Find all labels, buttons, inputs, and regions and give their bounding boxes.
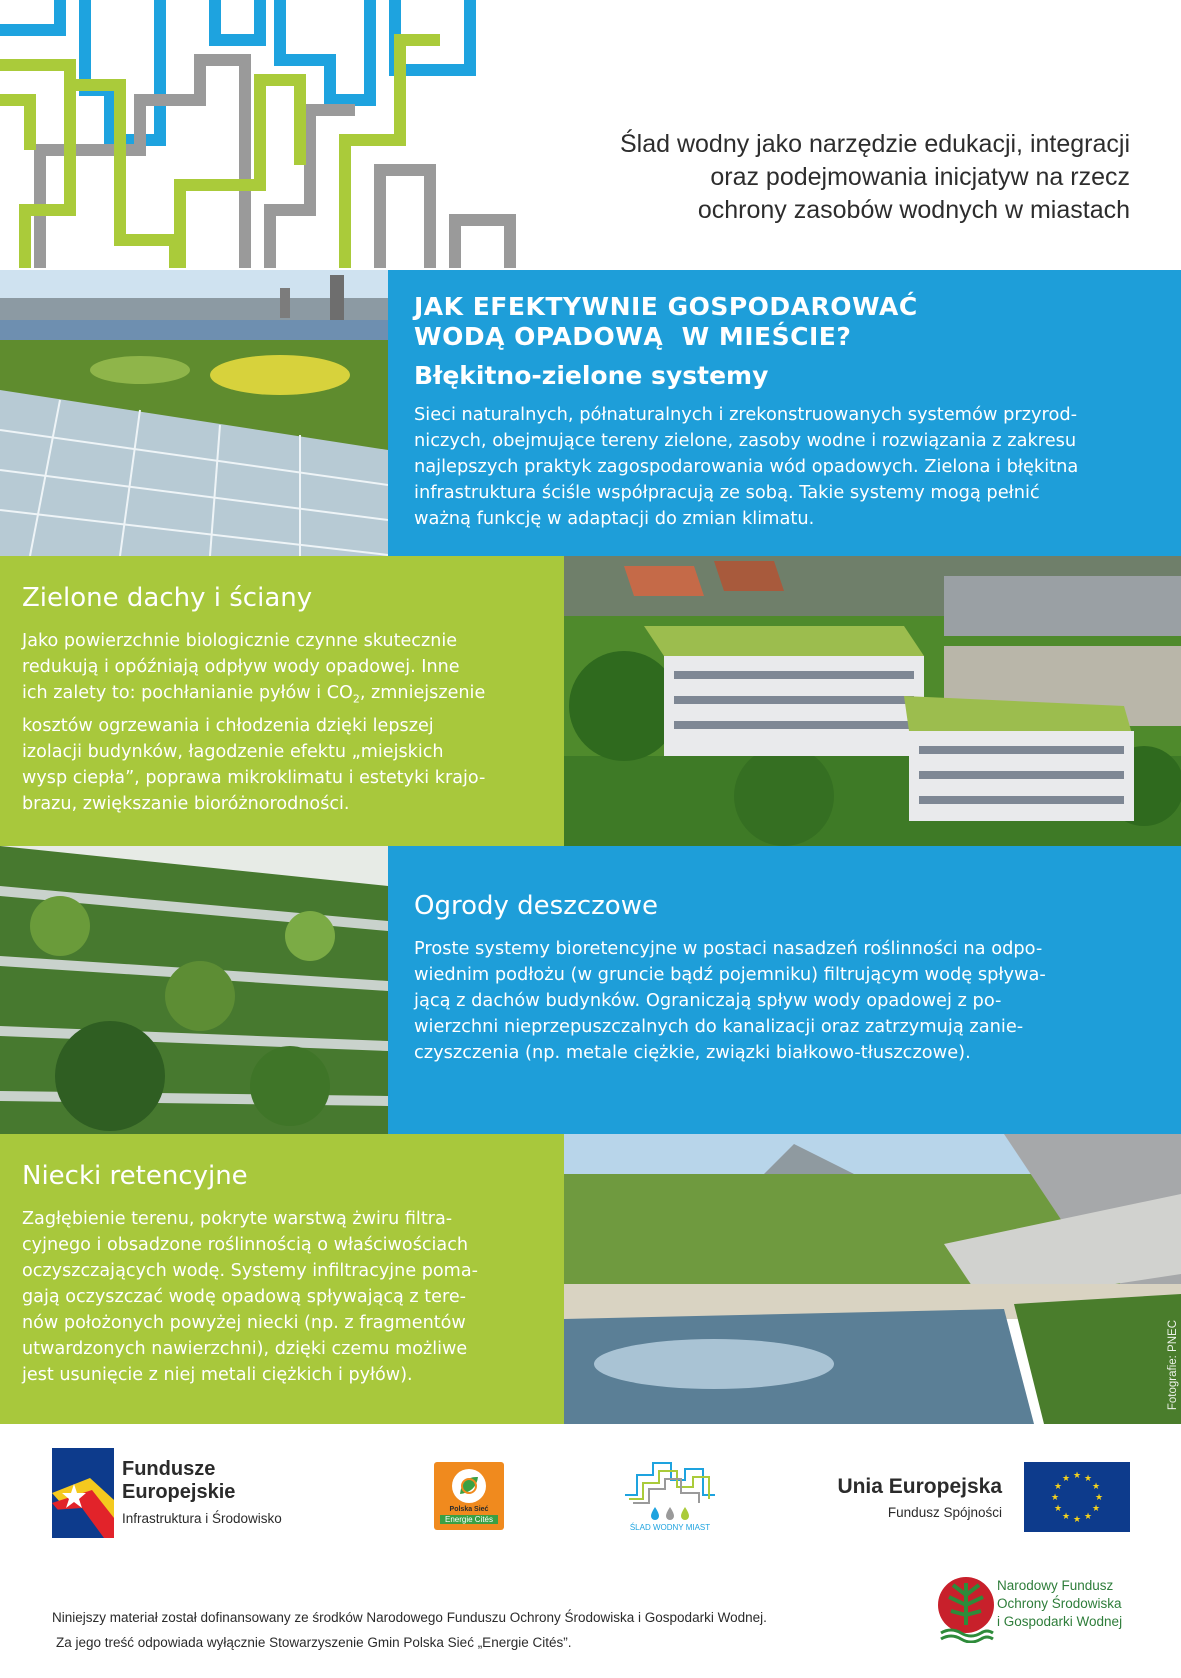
stormwater-heading-line-1: JAK EFEKTYWNIE GOSPODAROWAĆ <box>414 292 918 321</box>
slad-wodny-label: ŚLAD WODNY MIAST <box>629 1523 711 1532</box>
retention-panel <box>0 1134 564 1424</box>
fundusze-line-2: Europejskie <box>122 1481 236 1503</box>
stormwater-heading-line-2: WODĄ OPADOWĄ W MIEŚCIE? <box>414 322 852 351</box>
photo-credit: Fotografie: PNEC <box>1167 1319 1179 1410</box>
stormwater-panel <box>388 270 1181 556</box>
svg-text:★: ★ <box>1061 1474 1071 1484</box>
psec-line-1: Polska Sieć <box>449 1506 489 1513</box>
rain-gardens-heading: Ogrody deszczowe <box>414 891 658 921</box>
psec-line-2: Energie Cités <box>440 1515 498 1524</box>
ue-line-2: Fundusz Spójności <box>887 1505 1002 1520</box>
nfosigw-logo <box>935 1575 1135 1645</box>
title-line-1: Ślad wodny jako narzędzie edukacji, integracji <box>619 130 1130 158</box>
polska-siec-energie-cites-logo <box>434 1462 504 1530</box>
nf-line-3: i Gospodarki Wodnej <box>997 1614 1123 1629</box>
city-drops-icon <box>615 1455 725 1521</box>
city-lines-graphic <box>0 0 520 268</box>
svg-text:★: ★ <box>1091 1482 1101 1492</box>
svg-text:★: ★ <box>1072 1471 1082 1481</box>
co2-subscript: 2 <box>352 692 360 706</box>
ue-text <box>780 1475 1002 1520</box>
fundusze-europejskie-logo <box>52 1448 322 1538</box>
title-line-2: oraz podejmowania inicjatyw na rzecz <box>710 163 1130 191</box>
nf-line-2: Ochrony Środowiska <box>997 1596 1122 1611</box>
blue-green-systems-heading: Błękitno-zielone systemy <box>414 361 769 390</box>
ue-line-1: Unia Europejska <box>837 1475 1002 1498</box>
svg-text:★: ★ <box>1091 1504 1101 1514</box>
rain-gardens-text: Proste systemy bioretencyjne w postaci nasadzeń roślinności na odpo- wiednim podłożu (w gruncie bądź pojemniku) filtrującym wodę spływa- jącą z dachów budynków. Ograniczają spływ wody opadowej z po- wierzchni nieprzepuszczalnych do kanalizacji oraz zatrzymują zanie- czyszczenia (np. metale ciężkie, związki białkowo-tłuszczowe). <box>414 938 1046 1063</box>
nf-line-1: Narodowy Fundusz <box>997 1578 1114 1593</box>
page-title <box>520 128 1130 227</box>
nfosigw-emblem <box>935 1575 997 1643</box>
green-roofs-heading: Zielone dachy i ściany <box>22 583 313 613</box>
svg-text:★: ★ <box>1061 1512 1071 1522</box>
svg-text:★: ★ <box>1072 1515 1082 1525</box>
title-line-3: ochrony zasobów wodnych w miastach <box>697 196 1130 224</box>
green-roofs-panel <box>0 556 564 846</box>
photo-green-roof-buildings <box>564 556 1181 846</box>
svg-text:★: ★ <box>1094 1493 1104 1503</box>
funding-note <box>52 1605 767 1655</box>
fundusze-line-1: Fundusze <box>122 1458 216 1480</box>
photo-retention-pond <box>564 1134 1181 1424</box>
blue-green-systems-text: Sieci naturalnych, półnaturalnych i zrekonstruowanych systemów przyrod- niczych, obejmujące tereny zielone, zasoby wodne i rozwiązania z zakresu najlepszych praktyk zagospodarowania wód opadowych. Zielona i błękitna infrastruktura ściśle współpracują ze sobą. Takie systemy mogą pełnić ważną funkcję w adaptacji do zmian klimatu. <box>414 404 1079 529</box>
svg-text:★: ★ <box>1083 1512 1093 1522</box>
rain-gardens-panel <box>388 846 1181 1134</box>
fundusze-europejskie-emblem <box>52 1448 114 1538</box>
fundusze-line-3: Infrastruktura i Środowisko <box>122 1511 282 1526</box>
green-roofs-text: Jako powierzchnie biologicznie czynne skutecznie redukują i opóźniają odpływ wody opadowej. Inne ich zalety to: pochłanianie pyłów i $CO_2$, zmniejszenie kosztów ogrzewania i chłodzenia dzięki lepszej izolacji budynków, łagodzenie efektu „miejskich wysp ciepła”, poprawa mikroklimatu i estetyki krajo- brazu, zwiększanie bioróżnorodności. <box>22 631 486 814</box>
svg-text:★: ★ <box>1053 1482 1063 1492</box>
leaf-icon <box>434 1464 504 1508</box>
photo-green-wall <box>0 846 388 1134</box>
eu-flag-icon <box>1024 1462 1130 1532</box>
funding-note-line-1: Niniejszy materiał został dofinansowany ze środków Narodowego Funduszu Ochrony Środowiska i Gospodarki Wodnej. <box>52 1610 767 1625</box>
funding-note-line-2: Za jego treść odpowiada wyłącznie Stowarzyszenie Gmin Polska Sieć „Energie Cités”. <box>56 1635 572 1650</box>
svg-text:★: ★ <box>1053 1504 1063 1514</box>
retention-text: Zagłębienie terenu, pokryte warstwą żwiru filtra- cyjnego i obsadzone roślinnością o właściwościach oczyszczających wodę. Systemy infiltracyjne poma- gają oczyszczać wodę opadową spływającą z tere- nów położonych powyżej niecki (np. z fragmentów utwardzonych nawierzchni), dzięki czemu możliwe jest usunięcie z niej metali ciężkich i pyłów). <box>22 1209 478 1385</box>
photo-rooftop-garden <box>0 270 388 556</box>
svg-text:★: ★ <box>1050 1493 1060 1503</box>
svg-text:★: ★ <box>1083 1474 1093 1484</box>
slad-wodny-miast-logo <box>615 1455 725 1539</box>
retention-heading: Niecki retencyjne <box>22 1161 248 1191</box>
